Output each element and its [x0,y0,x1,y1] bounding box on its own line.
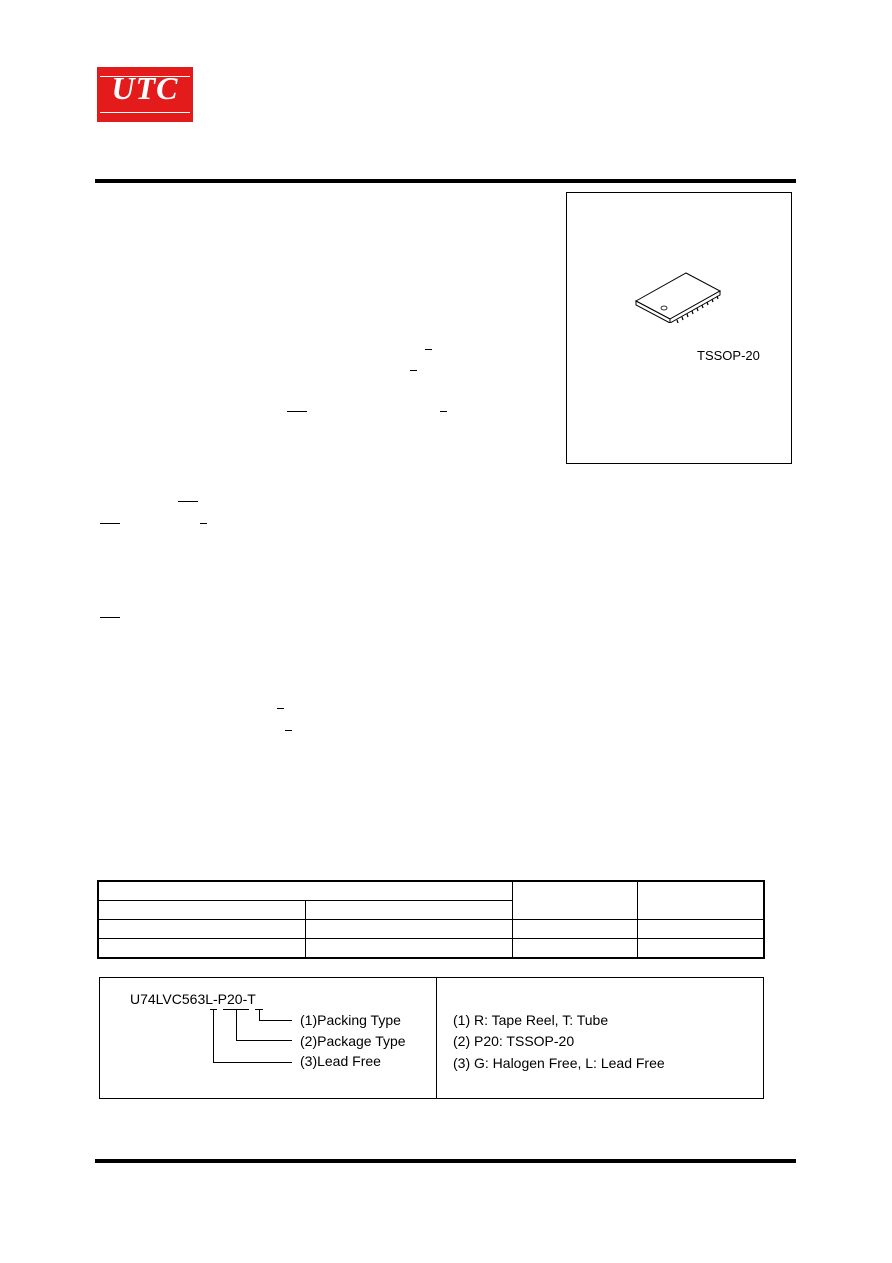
table-cell [98,939,305,959]
note-lead: (3) G: Halogen Free, L: Lead Free [453,1055,665,1071]
footer-rule [95,1159,796,1163]
table-cell [637,939,764,959]
table-row [98,881,764,901]
part-number: U74LVC563L-P20-T [130,991,256,1007]
overbar-mark [100,617,120,618]
legend-package-type: (2)Package Type [300,1033,406,1049]
table-row [98,920,764,939]
ordering-table [97,880,765,959]
leader-line [213,1010,214,1062]
table-cell [305,920,512,939]
table-cell [512,920,637,939]
part-marking-box [99,977,764,1099]
table-cell [98,901,305,920]
overbar-mark [285,730,292,731]
leader-line [259,1020,292,1021]
table-cell [637,920,764,939]
overbar-mark [100,523,120,524]
tssop-chip-icon [634,271,724,323]
overbar-mark [410,370,417,371]
overbar-mark [178,501,198,502]
overbar-mark [425,349,432,350]
leader-line [236,1040,292,1041]
legend-lead-free: (3)Lead Free [300,1053,381,1069]
header-rule [95,179,796,183]
overbar-mark [440,411,447,412]
table-cell [512,881,637,920]
leader-line [236,1010,237,1040]
table-row [98,939,764,959]
table-cell [305,939,512,959]
package-box [566,192,792,464]
package-label: TSSOP-20 [697,348,760,363]
table-cell [305,901,512,920]
note-package: (2) P20: TSSOP-20 [453,1033,575,1049]
legend-packing-type: (1)Packing Type [300,1012,401,1028]
table-cell [98,881,512,901]
utc-logo [97,67,193,122]
logo-text: UTC [111,70,179,106]
table-cell [512,939,637,959]
table-cell [637,881,764,920]
leader-line [213,1062,292,1063]
overbar-mark [287,411,307,412]
marking-divider [436,978,437,1098]
overbar-mark [200,523,207,524]
note-packing: (1) R: Tape Reel, T: Tube [453,1012,609,1028]
leader-line [259,1010,260,1020]
overbar-mark [277,708,284,709]
table-cell [98,920,305,939]
